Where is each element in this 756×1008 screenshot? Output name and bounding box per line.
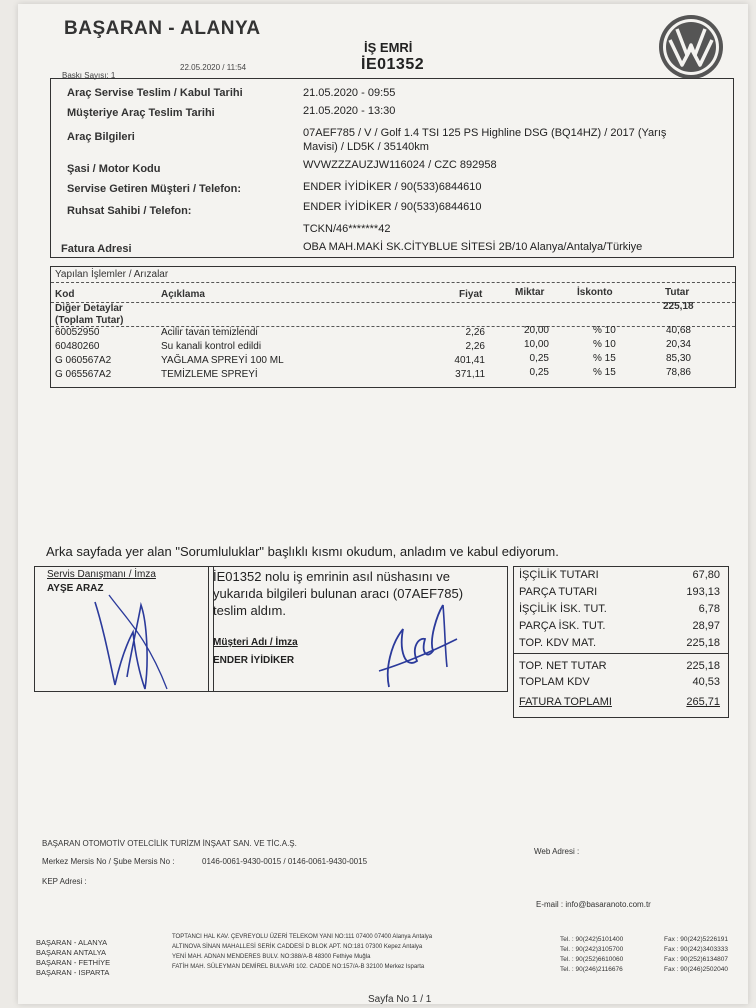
advisor-signature-box (34, 566, 214, 692)
item-discount: % 15 (593, 353, 616, 364)
registration-owner-tckn: TCKN/46*******42 (303, 223, 391, 235)
branch-address: YENİ MAH. ADNAN MENDERES BULV. NO:388/A-B 48300 Fethiye Muğla (172, 954, 371, 960)
parts-total-value: 193,13 (686, 586, 720, 598)
vehicle-info-label: Araç Bilgileri (67, 131, 135, 143)
customer-signature-label: Müşteri Adı / İmza (213, 637, 298, 648)
print-date: 22.05.2020 / 11:54 (180, 63, 247, 72)
item-price: 401,41 (454, 355, 485, 366)
labor-total-label: İŞÇİLİK TUTARI (519, 569, 599, 581)
invoice-address-label: Fatura Adresi (61, 243, 132, 255)
item-discount: % 10 (593, 325, 616, 336)
net-total-label: TOP. NET TUTAR (519, 660, 607, 672)
other-details-sublabel: (Toplam Tutar) (55, 315, 124, 326)
vat-total-label: TOPLAM KDV (519, 676, 590, 688)
other-details-label: Diğer Detaylar (55, 303, 123, 314)
item-code: 60480260 (55, 341, 100, 352)
labor-discount-value: 6,78 (698, 603, 720, 615)
branch-name: BAŞARAN - ALANYA (36, 938, 108, 947)
item-description: Su kanali kontrol edildi (161, 341, 262, 352)
registration-owner-label: Ruhsat Sahibi / Telefon: (67, 205, 192, 217)
column-total: Tutar (665, 287, 690, 298)
vat-total-value: 40,53 (692, 676, 720, 688)
page-number: Sayfa No 1 / 1 (368, 994, 432, 1005)
item-price: 2,26 (465, 327, 485, 338)
vat-base-value: 225,18 (686, 637, 720, 649)
customer-delivery-date-label: Müşteriye Araç Teslim Tarihi (67, 107, 215, 119)
net-total-value: 225,18 (686, 660, 720, 672)
print-count: Baskı Sayısı: 1 (62, 71, 116, 80)
declaration-text: Arka sayfada yer alan "Sorumluluklar" başlıklı kısmı okudum, anladım ve kabul ediyorum. (46, 544, 559, 559)
branch-address: TOPTANCI HAL KAV. ÇEVREYOLU ÜZERİ TELEKOM YANI NO:111 07400 07400 Alanya Antalya (172, 934, 433, 940)
item-description: YAĞLAMA SPREYİ 100 ML (161, 355, 284, 366)
branch-tel: Tel. : 90(242)3105700 (560, 946, 624, 953)
branch-tel: Tel. : 90(246)2116676 (560, 966, 623, 973)
item-discount: % 15 (593, 367, 616, 378)
branch-name: BAŞARAN ANTALYA (36, 948, 107, 957)
branch-tel: Tel. : 90(252)6610060 (560, 956, 624, 963)
advisor-signature-icon (75, 577, 185, 697)
item-quantity: 0,25 (529, 367, 549, 378)
column-quantity: Miktar (515, 287, 545, 298)
item-quantity: 10,00 (523, 339, 549, 350)
item-quantity: 20,00 (523, 325, 549, 336)
item-total: 78,86 (665, 367, 691, 378)
item-quantity: 0,25 (529, 353, 549, 364)
registration-owner-value: ENDER İYİDİKER / 90(533)6844610 (303, 201, 482, 213)
email-text: E-mail : info@basaranoto.com.tr (536, 900, 651, 909)
branch-tel: Tel. : 90(242)5101400 (560, 936, 624, 943)
kep-label: KEP Adresi : (42, 877, 87, 886)
column-price: Fiyat (459, 289, 483, 300)
item-discount: % 10 (593, 339, 616, 350)
invoice-total-label: FATURA TOPLAMI (519, 696, 612, 708)
item-code: 60052950 (55, 327, 100, 338)
branch-fax: Fax : 90(246)2502040 (664, 966, 728, 973)
branch-name: BAŞARAN - ISPARTA (36, 968, 110, 977)
mersis-value: 0146-0061-9430-0015 / 0146-0061-9430-0015 (202, 857, 368, 866)
chassis-engine-value: WVWZZZAUZJW116024 / CZC 892958 (303, 159, 497, 171)
parts-discount-value: 28,97 (692, 620, 720, 632)
invoice-total-value: 265,71 (686, 696, 720, 708)
branch-fax: Fax : 90(252)6134807 (664, 956, 728, 963)
item-code: G 065567A2 (55, 369, 112, 380)
item-code: G 060567A2 (55, 355, 112, 366)
item-description: Acilir tavan temizlendi (161, 327, 258, 338)
item-description: TEMİZLEME SPREYİ (161, 369, 258, 380)
customer-name: ENDER İYİDİKER (213, 655, 295, 666)
vw-logo-icon (656, 12, 726, 82)
item-total: 20,34 (665, 339, 691, 350)
bringing-customer-value: ENDER İYİDİKER / 90(533)6844610 (303, 181, 482, 193)
vehicle-info-box (50, 78, 734, 258)
vat-base-label: TOP. KDV MAT. (519, 637, 597, 649)
column-code: Kod (55, 289, 75, 300)
totals-box (513, 566, 729, 718)
branch-fax: Fax : 90(242)5226191 (664, 936, 728, 943)
advisor-label: Servis Danışmanı / İmza (47, 569, 156, 580)
labor-discount-label: İŞÇİLİK İSK. TUT. (519, 603, 607, 615)
branch-address: ALTINOVA SİNAN MAHALLESİ SERİK CADDESİ D BLOK APT. NO:181 07300 Kepez Antalya (172, 944, 423, 950)
advisor-name: AYŞE ARAZ (47, 583, 104, 594)
delivery-accept-date-label: Araç Servise Teslim / Kabul Tarihi (67, 87, 243, 99)
company-title: BAŞARAN - ALANYA (64, 18, 261, 39)
parts-discount-label: PARÇA İSK. TUT. (519, 620, 606, 632)
item-price: 371,11 (455, 369, 485, 380)
column-discount: İskonto (577, 287, 613, 298)
branch-fax: Fax : 90(242)3403333 (664, 946, 728, 953)
document-label: İŞ EMRİ (364, 40, 413, 55)
operations-title: Yapılan İşlemler / Arızalar (55, 269, 169, 280)
work-order-number: İE01352 (361, 56, 425, 73)
chassis-engine-label: Şasi / Motor Kodu (67, 163, 161, 175)
other-details-total: 225,18 (663, 301, 694, 312)
branch-name: BAŞARAN - FETHİYE (36, 958, 111, 967)
labor-total-value: 67,80 (692, 569, 720, 581)
web-label: Web Adresi : (534, 847, 580, 856)
item-total: 85,30 (665, 353, 691, 364)
mersis-label: Merkez Mersis No / Şube Mersis No : (42, 857, 175, 866)
customer-delivery-date-value: 21.05.2020 - 13:30 (303, 105, 396, 117)
invoice-address-value: OBA MAH.MAKİ SK.CİTYBLUE SİTESİ 2B/10 Alanya/Antalya/Türkiye (303, 241, 643, 253)
vehicle-info-value: 07AEF785 / V / Golf 1.4 TSI 125 PS Highline DSG (BQ14HZ) / 2017 (Yarış (303, 127, 667, 139)
item-price: 2,26 (465, 341, 485, 352)
customer-signature-icon (359, 599, 469, 691)
receipt-line-2: yukarıda bilgileri bulunan aracı (07AEF785) (213, 586, 464, 601)
work-order-page (18, 4, 748, 1004)
vehicle-info-value-line2: Mavisi) / LD5K / 35140km (303, 141, 429, 153)
footer-company-name: BAŞARAN OTOMOTİV OTELCİLİK TURİZM İNŞAAT SAN. VE TİC.A.Ş. (42, 839, 297, 848)
item-total: 40,68 (665, 325, 691, 336)
bringing-customer-label: Servise Getiren Müşteri / Telefon: (67, 183, 242, 195)
receipt-box (208, 566, 508, 692)
branch-address: FATİH MAH. SÜLEYMAN DEMİREL BULVARI 102. CADDE NO:157/A-B 32100 Merkez Isparta (172, 964, 425, 970)
receipt-line-3: teslim aldım. (213, 603, 286, 618)
operations-table (50, 266, 736, 388)
column-description: Açıklama (161, 289, 205, 300)
parts-total-label: PARÇA TUTARI (519, 586, 598, 598)
receipt-line-1: İE01352 nolu iş emrinin asıl nüshasını ve (213, 569, 451, 584)
delivery-accept-date-value: 21.05.2020 - 09:55 (303, 87, 396, 99)
